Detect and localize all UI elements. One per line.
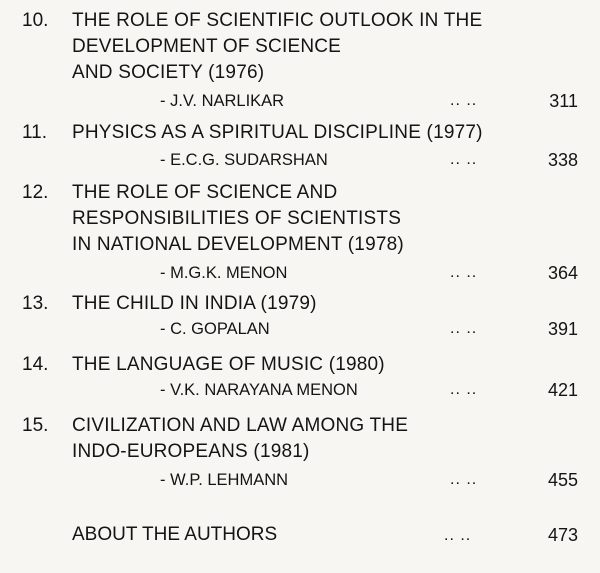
entry-title-line: THE LANGUAGE OF MUSIC (1980)	[72, 354, 385, 375]
entry-page-number: 364	[547, 263, 578, 283]
entry-number: 14.	[22, 354, 49, 375]
entry-title-line: THE CHILD IN INDIA (1979)	[72, 293, 317, 314]
entry-title-line: AND SOCIETY (1976)	[72, 62, 265, 83]
entry-title	[72, 352, 385, 378]
entry-title	[72, 291, 317, 317]
entry-number: 10.	[22, 10, 49, 31]
dot-leader: .. ..	[444, 527, 472, 544]
entry-title-line: INDO-EUROPEANS (1981)	[72, 441, 310, 462]
about-authors-page-number: 473	[547, 525, 578, 545]
dot-leader: .. ..	[450, 381, 478, 398]
entry-page-number: 311	[549, 91, 578, 111]
dot-leader: .. ..	[450, 151, 478, 168]
entry-number: 15.	[22, 415, 49, 436]
dot-leader: .. ..	[450, 92, 478, 109]
entry-author: - V.K. NARAYANA MENON	[160, 381, 358, 399]
entry-page-number: 421	[547, 380, 578, 400]
entry-title-line: RESPONSIBILITIES OF SCIENTISTS	[72, 208, 402, 229]
entry-author: - W.P. LEHMANN	[160, 471, 289, 489]
entry-author: - E.C.G. SUDARSHAN	[160, 151, 328, 169]
entry-title	[72, 120, 483, 146]
dot-leader: .. ..	[450, 471, 478, 488]
entry-number: 11.	[22, 122, 48, 143]
entry-title-line: DEVELOPMENT OF SCIENCE	[72, 36, 342, 57]
entry-author: - J.V. NARLIKAR	[160, 92, 285, 110]
entry-number: 13.	[22, 293, 49, 314]
entry-title	[72, 8, 482, 86]
entry-title-line: CIVILIZATION AND LAW AMONG THE	[72, 415, 409, 436]
entry-title-line: THE ROLE OF SCIENCE AND	[72, 182, 338, 203]
entry-title-line: THE ROLE OF SCIENTIFIC OUTLOOK IN THE	[72, 10, 483, 31]
entry-number: 12.	[22, 182, 49, 203]
entry-title-line: PHYSICS AS A SPIRITUAL DISCIPLINE (1977)	[72, 122, 483, 143]
entry-title	[72, 413, 408, 465]
entry-author: - C. GOPALAN	[160, 320, 270, 338]
entry-title	[72, 180, 404, 258]
about-authors-label: ABOUT THE AUTHORS	[72, 524, 278, 545]
entry-page-number: 338	[547, 150, 578, 170]
dot-leader: .. ..	[450, 320, 478, 337]
entry-page-number: 391	[547, 319, 578, 339]
entry-page-number: 455	[547, 470, 578, 490]
dot-leader: .. ..	[450, 264, 478, 281]
entry-title-line: IN NATIONAL DEVELOPMENT (1978)	[72, 234, 404, 255]
entry-author: - M.G.K. MENON	[160, 264, 288, 282]
